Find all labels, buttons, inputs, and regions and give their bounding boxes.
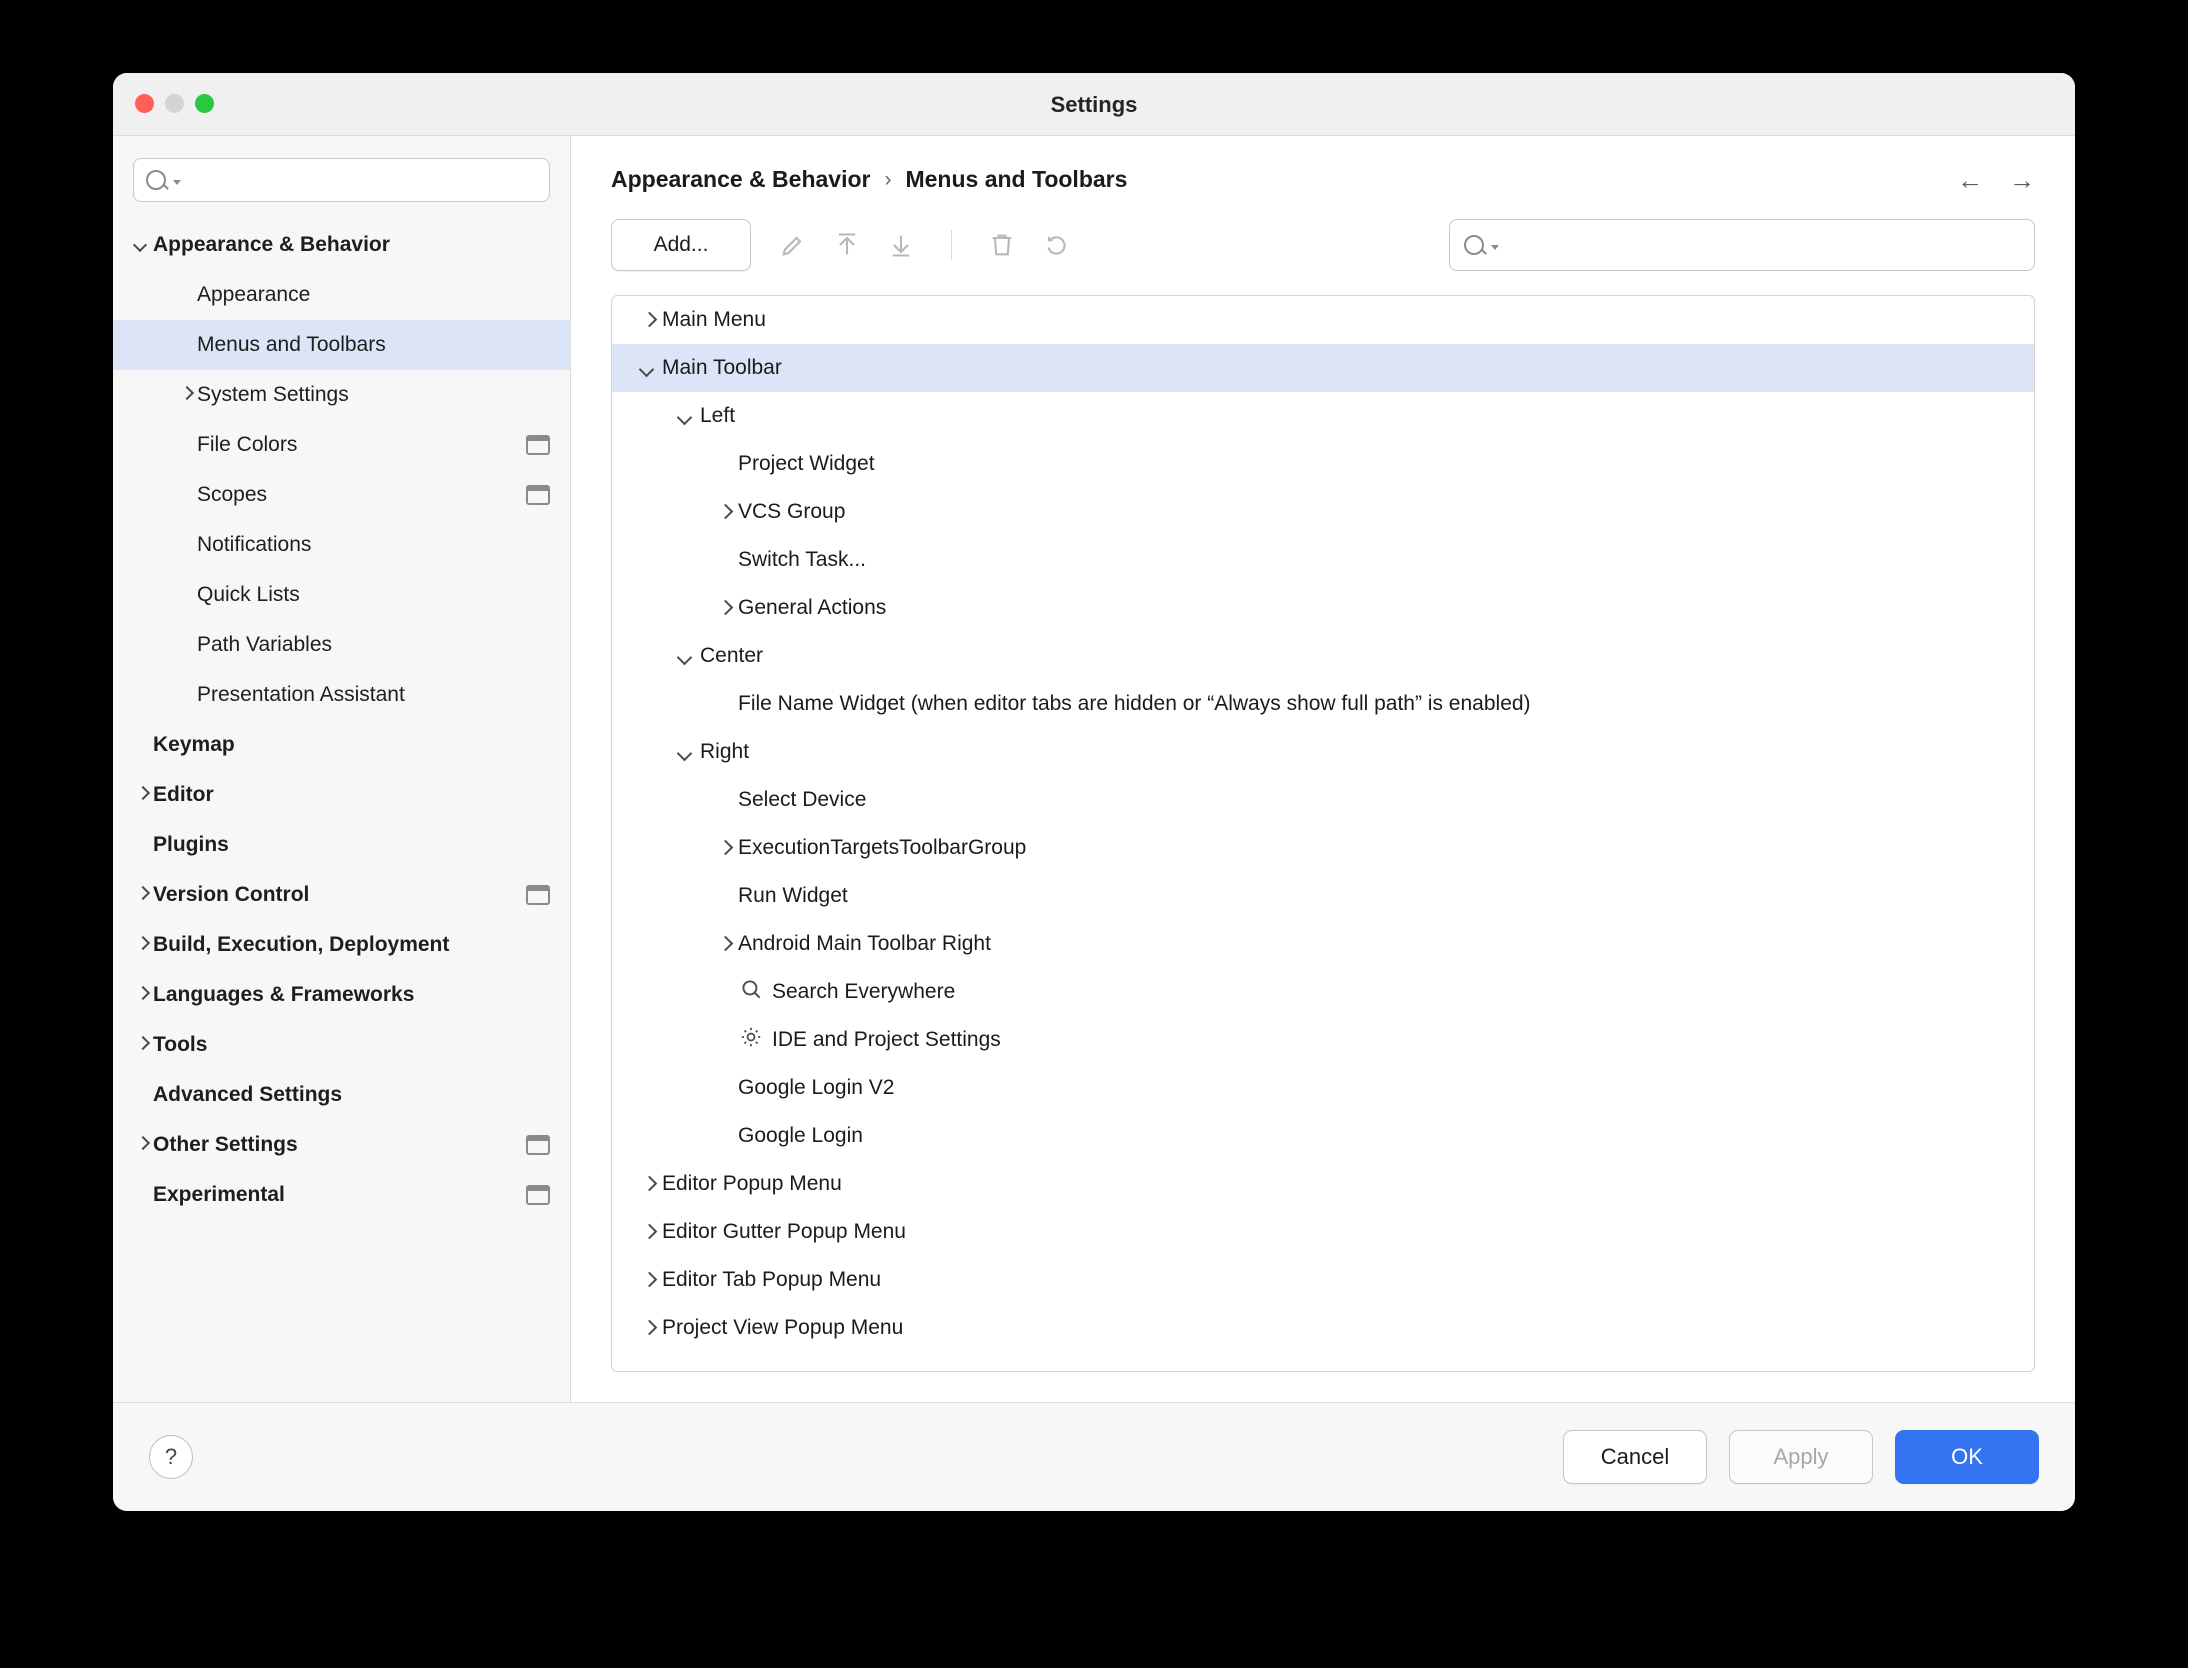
tree-row-label: VCS Group (738, 500, 846, 523)
twisty-spacer (712, 883, 738, 909)
footer-buttons (1563, 1430, 2039, 1484)
sidebar-item[interactable] (113, 820, 570, 870)
tree-row-label: Left (700, 404, 736, 427)
tree-row-label: IDE and Project Settings (772, 1028, 1001, 1051)
settings-sync-icon (526, 1185, 550, 1205)
sidebar-item-label: File Colors (197, 433, 298, 456)
sidebar-item[interactable] (113, 220, 570, 270)
sidebar-item-label: System Settings (197, 383, 349, 406)
search-icon (738, 976, 772, 1008)
chevron-right-icon[interactable] (636, 1267, 662, 1293)
menus-and-toolbars-tree[interactable] (611, 295, 2035, 1372)
tree-row[interactable] (612, 344, 2034, 392)
tree-row[interactable] (612, 872, 2034, 920)
window-body (113, 136, 2075, 1402)
sidebar-item-label: Other Settings (153, 1133, 298, 1156)
sidebar-item-label: Keymap (153, 733, 235, 756)
sidebar-item[interactable] (113, 920, 570, 970)
tree-row-label: Google Login (738, 1124, 863, 1147)
delete-icon[interactable] (988, 231, 1016, 259)
tree-row[interactable] (612, 680, 2034, 728)
chevron-down-icon[interactable] (674, 643, 700, 669)
tree-row[interactable] (612, 1160, 2034, 1208)
sidebar-search-box[interactable] (133, 158, 550, 202)
sidebar-item-label: Tools (153, 1033, 208, 1056)
ok-button[interactable]: OK (1895, 1430, 2039, 1484)
chevron-down-icon (1491, 245, 1499, 250)
sidebar-item-label: Plugins (153, 833, 229, 856)
tree-row[interactable] (612, 920, 2034, 968)
sidebar-item[interactable] (113, 770, 570, 820)
tree-row-label: ExecutionTargetsToolbarGroup (738, 836, 1027, 859)
move-up-icon[interactable] (833, 231, 861, 259)
chevron-right-icon[interactable] (712, 931, 738, 957)
tree-row-label: Android Main Toolbar Right (738, 932, 991, 955)
list-search-box[interactable] (1449, 219, 2035, 271)
twisty-spacer (175, 434, 197, 456)
search-icon (1464, 235, 1484, 255)
settings-sync-icon (526, 1135, 550, 1155)
sidebar-item[interactable] (113, 1070, 570, 1120)
tree-row-label: Editor Tab Popup Menu (662, 1268, 882, 1291)
tree-row-label: Center (700, 644, 764, 667)
tree-row-label: Editor Gutter Popup Menu (662, 1220, 906, 1243)
breadcrumb-separator-icon: › (884, 167, 892, 191)
sidebar-item-label: Quick Lists (197, 583, 300, 606)
twisty-spacer (175, 284, 197, 306)
tree-row[interactable] (612, 440, 2034, 488)
twisty-spacer (712, 979, 738, 1005)
list-toolbar (571, 193, 2075, 271)
twisty-spacer (712, 451, 738, 477)
twisty-spacer (175, 484, 197, 506)
chevron-right-icon[interactable] (636, 1171, 662, 1197)
chevron-right-icon[interactable] (175, 384, 197, 406)
help-button[interactable]: ? (149, 1435, 193, 1479)
chevron-right-icon[interactable] (131, 984, 153, 1006)
sidebar-item-label: Presentation Assistant (197, 683, 405, 706)
chevron-down-icon[interactable] (131, 234, 153, 256)
twisty-spacer (175, 584, 197, 606)
main-panel (571, 136, 2075, 1402)
tree-row-label: Google Login V2 (738, 1076, 895, 1099)
chevron-right-icon[interactable] (131, 934, 153, 956)
navigation-arrows (1957, 164, 2035, 195)
sidebar-item-label: Menus and Toolbars (197, 333, 386, 356)
tree-row[interactable] (612, 1256, 2034, 1304)
twisty-spacer (712, 1075, 738, 1101)
search-icon (146, 170, 166, 190)
tree-row-label: Run Widget (738, 884, 848, 907)
tree-row[interactable] (612, 1016, 2034, 1064)
sidebar-item[interactable] (113, 670, 570, 720)
toolbar-icon-group (779, 230, 1070, 260)
tree-row[interactable] (612, 728, 2034, 776)
settings-window (113, 73, 2075, 1511)
twisty-spacer (131, 1084, 153, 1106)
toolbar-divider (951, 230, 952, 260)
settings-sync-icon (526, 435, 550, 455)
tree-row[interactable] (612, 1304, 2034, 1352)
tree-row-label: Main Toolbar (662, 356, 782, 379)
tree-row[interactable] (612, 536, 2034, 584)
tree-row-label: Select Device (738, 788, 867, 811)
twisty-spacer (175, 534, 197, 556)
sidebar-item[interactable] (113, 620, 570, 670)
tree-row[interactable] (612, 1064, 2034, 1112)
apply-button[interactable]: Apply (1729, 1430, 1873, 1484)
sidebar-item-label: Version Control (153, 883, 310, 906)
breadcrumb-root[interactable]: Appearance & Behavior (611, 166, 871, 192)
tree-row[interactable] (612, 1208, 2034, 1256)
sidebar-item-label: Languages & Frameworks (153, 983, 415, 1006)
tree-row-label: General Actions (738, 596, 887, 619)
chevron-down-icon (173, 180, 181, 185)
sidebar-item[interactable] (113, 970, 570, 1020)
twisty-spacer (712, 547, 738, 573)
tree-row-label: File Name Widget (when editor tabs are hidden or “Always show full path” is enabled) (738, 692, 1531, 715)
settings-sync-icon (526, 485, 550, 505)
twisty-spacer (712, 787, 738, 813)
sidebar-item-label: Appearance & Behavior (153, 233, 390, 256)
sidebar-item[interactable] (113, 520, 570, 570)
list-search-input[interactable] (1507, 234, 2020, 257)
sidebar-item[interactable] (113, 1120, 570, 1170)
sidebar-item-label: Build, Execution, Deployment (153, 933, 450, 956)
sidebar-item[interactable] (113, 270, 570, 320)
sidebar-item-label: Path Variables (197, 633, 333, 656)
add-button[interactable]: Add... (611, 219, 751, 271)
forward-arrow-icon[interactable]: → (2009, 164, 2035, 195)
sidebar-item[interactable] (113, 1020, 570, 1070)
tree-row-label: Project Widget (738, 452, 875, 475)
chevron-right-icon[interactable] (712, 595, 738, 621)
window-title: Settings (1050, 92, 1138, 117)
twisty-spacer (712, 691, 738, 717)
twisty-spacer (131, 834, 153, 856)
sidebar-item-label: Appearance (197, 283, 311, 306)
tree-row[interactable] (612, 296, 2034, 344)
chevron-right-icon[interactable] (636, 1315, 662, 1341)
sidebar-item[interactable] (113, 570, 570, 620)
sidebar-item-label: Editor (153, 783, 214, 806)
chevron-right-icon[interactable] (131, 1134, 153, 1156)
chevron-down-icon[interactable] (636, 355, 662, 381)
twisty-spacer (175, 334, 197, 356)
tree-row[interactable] (612, 584, 2034, 632)
breadcrumb (571, 136, 2075, 193)
restore-icon[interactable] (1042, 231, 1070, 259)
tree-row[interactable] (612, 968, 2034, 1016)
sidebar-item-label: Scopes (197, 483, 268, 506)
chevron-right-icon[interactable] (712, 499, 738, 525)
twisty-spacer (175, 684, 197, 706)
settings-sidebar (113, 136, 571, 1402)
chevron-right-icon[interactable] (131, 884, 153, 906)
tree-row[interactable] (612, 1112, 2034, 1160)
chevron-right-icon[interactable] (636, 1219, 662, 1245)
chevron-right-icon[interactable] (131, 784, 153, 806)
chevron-right-icon[interactable] (131, 1034, 153, 1056)
sidebar-item-label: Notifications (197, 533, 312, 556)
move-down-icon[interactable] (887, 231, 915, 259)
sidebar-item[interactable] (113, 370, 570, 420)
tree-row-label: Right (700, 740, 750, 763)
gear-icon (738, 1024, 772, 1056)
sidebar-item[interactable] (113, 870, 570, 920)
twisty-spacer (131, 1184, 153, 1206)
edit-pencil-icon[interactable] (779, 231, 807, 259)
tree-row-label: Editor Popup Menu (662, 1172, 842, 1195)
tree-row[interactable] (612, 824, 2034, 872)
back-arrow-icon[interactable]: ← (1957, 164, 1983, 195)
tree-row[interactable] (612, 632, 2034, 680)
tree-row[interactable] (612, 392, 2034, 440)
dialog-footer (113, 1402, 2075, 1511)
chevron-right-icon[interactable] (712, 835, 738, 861)
twisty-spacer (712, 1027, 738, 1053)
sidebar-tree (113, 216, 570, 1402)
twisty-spacer (175, 634, 197, 656)
sidebar-item[interactable] (113, 1170, 570, 1220)
sidebar-item[interactable] (113, 420, 570, 470)
tree-row-label: Switch Task... (738, 548, 866, 571)
tree-row[interactable] (612, 776, 2034, 824)
chevron-down-icon[interactable] (674, 403, 700, 429)
twisty-spacer (712, 1123, 738, 1149)
tree-row[interactable] (612, 488, 2034, 536)
chevron-down-icon[interactable] (674, 739, 700, 765)
sidebar-item[interactable] (113, 470, 570, 520)
sidebar-item[interactable] (113, 320, 570, 370)
breadcrumb-current: Menus and Toolbars (905, 166, 1128, 192)
settings-sync-icon (526, 885, 550, 905)
sidebar-item[interactable] (113, 720, 570, 770)
chevron-right-icon[interactable] (636, 307, 662, 333)
title-bar (113, 73, 2075, 136)
tree-row-label: Search Everywhere (772, 980, 956, 1003)
sidebar-item-label: Experimental (153, 1183, 285, 1206)
sidebar-search-container (113, 136, 570, 216)
cancel-button[interactable]: Cancel (1563, 1430, 1707, 1484)
tree-row-label: Project View Popup Menu (662, 1316, 904, 1339)
tree-row-label: Main Menu (662, 308, 766, 331)
sidebar-item-label: Advanced Settings (153, 1083, 343, 1106)
sidebar-search-input[interactable] (189, 169, 537, 192)
twisty-spacer (131, 734, 153, 756)
